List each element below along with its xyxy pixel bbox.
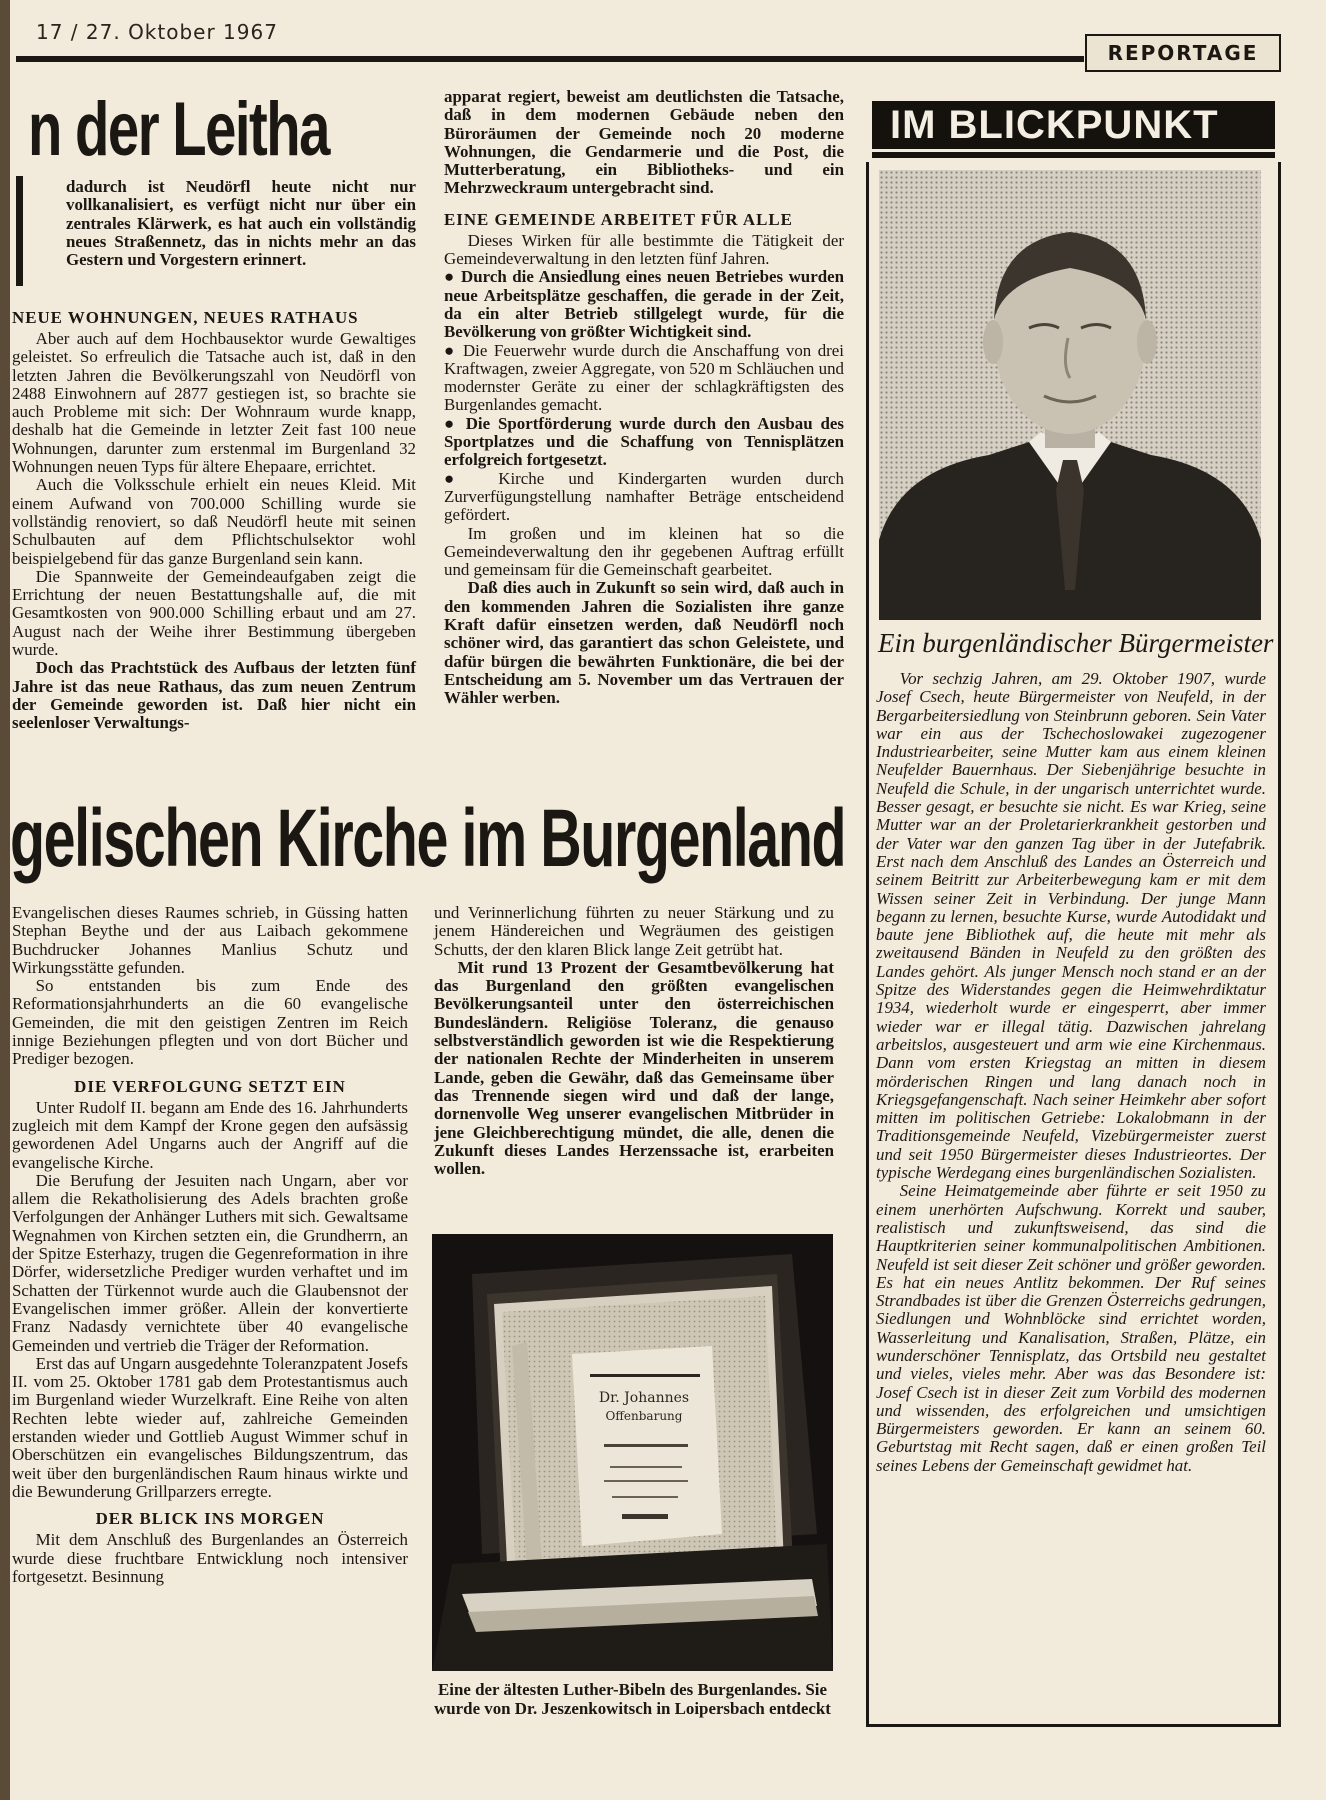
top-article-col1 xyxy=(12,300,416,733)
portrait-photo xyxy=(879,170,1261,620)
section-label: REPORTAGE xyxy=(1085,34,1281,72)
paragraph: Vor sechzig Jahren, am 29. Oktober 1907, wurde Josef Csech, heute Bürgermeister von Neufeld, in der Bergarbeitersiedlung von Steinbrunn geboren. Sein Vater war ein aus der Tschechoslowakei zugezogener Industriearbeiter, seine Mutter kam aus einem kleinen Neufelder Bauernhaus. Der Siebenjährige besuchte in Neufeld die Schule, in der ungarisch unterrichtet wurde. Besser gesagt, er besuchte sie nicht. Es war Krieg, seine Mutter war an der Proletarierkrankheit gestorben und der Vater war den ganzen Tag über in der Jutefabrik. Erst nach dem Anschluß des Landes an Österreich und seinem Beitritt zur Arbeiterbewegung kam er mit dem Wissen seiner Zeit in Verbindung. Der junge Mann begann zu lernen, besuchte Kurse, wurde Autodidakt und baute jene Bibliothek auf, die heute mit mehr als zweitausend Bänden in Neufeld zu den größten des Landes gehört. Als junger Mensch noch stand er an der Spitze des Widerstandes gegen die Heimwehrdiktatur 1934, wiederholt wurde er eingesperrt, aber immer wieder war er illegal tätig. Dazwischen jahrelang arbeitslos, ausgesteuert und arm wie eine Kirchenmaus. Dann vom ersten Kriegstag an mitten in diesem mörderischen Ringen und lang danach noch in Kriegsgefangenschaft. Nach seiner Heimkehr aber sofort mitten im politischen Getriebe: Lokalobmann in der Traditionsgemeinde Neufeld, Vizebürgermeister zuerst und seit 1950 Bürgermeister dieses Industrieortes. Der typische Werdegang eines burgenländischen Sozialisten. xyxy=(876,669,1266,1183)
paragraph: Erst das auf Ungarn ausgedehnte Toleranzpatent Josefs II. vom 25. Oktober 1781 gab dem Protestantismus auch im Burgenland wieder Wurzelkraft. Eine Reihe von alten Rechten lebte wieder auf, zahlreiche Gemeinden erstanden wieder und Gottlieb August Wimmer schuf in Oberschützen ein evangelisches Bildungszentrum, das weit über den burgenländischen Raum hinaus wirkte und die Bewunderung Grillparzers erregte. xyxy=(12,1353,408,1501)
paragraph: Mit rund 13 Prozent der Gesamtbevölkerung hat das Burgenland den größten evangelischen Bevölkerungsanteil unter den österreichischen Bundesländern. Religiöse Toleranz, die genauso selbstverständlich geworden ist wie die Respektierung der nationalen Rechte der Minderheiten in unserem Lande, geben die Gewähr, daß das Gemeinsame über das Trennende siegen wird und daß der lange, dornenvolle Weg unserer evangelischen Mitbrüder in jene Gleichberechtigung mündet, die alle, denen die Zukunft dieses Landes Herzenssache ist, erarbeiten wollen. xyxy=(434,957,834,1179)
paragraph: Seine Heimatgemeinde aber führte er seit 1950 zu einem unerhörten Aufschwung. Korrekt und sauber, realistisch und zukunftsweisend, das sind die Hauptkriterien seiner kommunalpolitischen Ambitionen. Neufeld ist seit dieser Zeit schöner und größer geworden. Es hat ein neues Antlitz bekommen. Der Ruf seines Strandbades ist über die Grenzen Österreichs gedrungen, Siedlungen und Wohnblöcke sind errichtet worden, Wasserleitung und Kanalisation, Straßen, Plätze, ein wunderschöner Tennisplatz, das Ortsbild neu gestaltet und vieles, vieles mehr. Aber was das Besondere ist: Josef Csech ist in dieser Zeit zum Vorbild des modernen und wissenden, des erfolgreichen und umsichtigen Bürgermeisters geworden. Er kann an seinem 60. Geburtstag mit Recht sagen, daß er einen großen Teil seines Lebens der Gemeinschaft gewidmet hat. xyxy=(876,1181,1266,1475)
headline-middle: gelischen Kirche im Burgenland xyxy=(10,793,846,884)
column-rule xyxy=(16,176,23,286)
subheading: DIE VERFOLGUNG SETZT EIN xyxy=(74,1076,346,1096)
subheading: NEUE WOHNUNGEN, NEUES RATHAUS xyxy=(12,308,359,327)
paragraph: Im großen und im kleinen hat so die Gemeindeverwaltung den ihr gegebenen Auftrag erfüllt und gemeinsam für die Gemeinschaft gearbeitet. xyxy=(444,523,844,580)
paragraph: Dieses Wirken für alle bestimmte die Tätigkeit der Gemeindeverwaltung in den letzten fünf Jahren. xyxy=(444,230,844,269)
paragraph: Daß dies auch in Zukunft so sein wird, daß auch in den kommenden Jahren die Sozialisten ihre ganze Kraft dafür einsetzen werden, daß Neudörfl noch schöner wird, das garantiert das schon Geleistete, und dafür bürgen die bewährten Funktionäre, die bei der Entscheidung am 5. November um das Vertrauen der Wähler werben. xyxy=(444,578,844,708)
banner-rule xyxy=(872,152,1275,158)
sidebar-banner: IM BLICKPUNKT xyxy=(872,101,1275,149)
sidebar-text xyxy=(876,670,1266,1475)
bottom-article-col1 xyxy=(12,904,408,1586)
top-article-col2 xyxy=(444,88,844,708)
paragraph: apparat regiert, beweist am deutlichsten die Tatsache, daß in dem modernen Gebäude neben den Büroräumen der Gemeinde noch 20 moderne Wohnungen, die Gendarmerie und die Post, die Mutterberatung, ein Bibliotheks- und ein Mehrzweckraum untergebracht sind. xyxy=(444,87,844,198)
paragraph: Die Spannweite der Gemeindeaufgaben zeigt die Errichtung der neuen Bestattungshalle auf, die mit Gesamtkosten von 900.000 Schilling erbaut und am 27. August nach der Weihe ihrer Bestimmung übergeben wurde. xyxy=(12,566,416,660)
subheading: DER BLICK INS MORGEN xyxy=(95,1509,325,1529)
paragraph: Aber auch auf dem Hochbausektor wurde Gewaltiges geleistet. So erfreulich die Tatsache auch ist, daß in den letzten Jahren die Bevölkerungszahl von Neudörfl von 2488 Einwohnern auf 2877 gestiegen ist, so brachte sie auch Probleme mit sich: Der Wohnraum wurde knapp, deshalb hat die Gemeinde in letzter Zeit fast 100 neue Wohnungen, darunter zum erstenmal im Burgenland 32 Wohnungen neuen Typs für ältere Ehepaare, errichtet. xyxy=(12,329,416,477)
book-title-line: Offenbarung xyxy=(605,1409,683,1423)
page-number-date: 17 / 27. Oktober 1967 xyxy=(36,20,278,44)
paragraph: Mit dem Anschluß des Burgenlandes an Österreich wurde diese fruchtbare Entwicklung noch intensiver fortgesetzt. Besinnung xyxy=(12,1530,408,1586)
portrait-caption: Ein burgenländischer Bürgermeister xyxy=(878,628,1274,658)
headline-top: n der Leitha xyxy=(28,87,329,172)
paragraph: So entstanden bis zum Ende des Reformationsjahrhunderts an die 60 evangelische Gemeinden, die mit den geistigen Zentren im Reich innige Beziehungen pflegten und von dort Bücher und Prediger bezogen. xyxy=(12,976,408,1069)
top-article-intro xyxy=(66,178,416,269)
bible-photo xyxy=(432,1234,833,1671)
book-title-line: Dr. Johannes xyxy=(598,1390,690,1406)
bullet-item: ● Durch die Ansiedlung eines neuen Betriebes wurden neue Arbeitsplätze geschaffen, die gerade in der Zeit, da ein alter Betrieb stillgelegt wurde, für die Bevölkerung von größter Wichtigkeit sind. xyxy=(444,268,844,341)
subheading: EINE GEMEINDE ARBEITET FÜR ALLE xyxy=(444,209,793,229)
paragraph: Unter Rudolf II. begann am Ende des 16. Jahrhunderts zugleich mit dem Kampf der Krone gegen den aufsässig gewordenen Adel Ungarns auch der Angriff auf die evangelische Kirche. xyxy=(12,1097,408,1172)
paragraph: und Verinnerlichung führten zu neuer Stärkung und zu jenem Händereichen und Wegräumen des geistigen Schutts, der den klaren Blick lange Zeit getrübt hat. xyxy=(434,903,834,959)
paragraph: Doch das Prachtstück des Aufbaus der letzten fünf Jahre ist das neue Rathaus, das zum neuen Zentrum der Gemeinde geworden ist. Daß hier nicht ein seelenloser Verwaltungs- xyxy=(12,658,416,733)
bullet-item: ● Die Feuerwehr wurde durch die Anschaffung von drei Kraftwagen, zweier Aggregate, von 520 m Schläuchen und modernster Geräte zu einer der schlagkräftigsten des Burgenlandes gemacht. xyxy=(444,342,844,415)
photo-caption: Eine der ältesten Luther-Bibeln des Burgenlandes. Sie wurde von Dr. Jeszenkowitsch in Loipersbach entdeckt xyxy=(434,1680,831,1718)
paragraph: Auch die Volksschule erhielt ein neues Kleid. Mit einem Aufwand von 700.000 Schilling wurde sie vollständig renoviert, so daß Neudörfl heute mit seinen Schulbauten auf dem Pflichtschulsektor wohl beispielgebend für das ganze Burgenland sein kann. xyxy=(12,475,416,568)
paragraph: Evangelischen dieses Raumes schrieb, in Güssing hatten Stephan Beythe und der aus Laibach gekommene Buchdrucker Johannes Manlius Schutz und Wirkungsstätte gefunden. xyxy=(12,903,408,977)
bullet-item: ● Die Sportförderung wurde durch den Ausbau des Sportplatzes und die Schaffung von Tennisplätzen erfolgreich fortgesetzt. xyxy=(444,415,844,470)
page-edge-strip xyxy=(0,0,10,1800)
paragraph: Die Berufung der Jesuiten nach Ungarn, aber vor allem die Rekatholisierung des Adels brachten große Verfolgungen der Anhänger Luthers mit sich. Gewaltsame Wegnahmen von Kirchen setzten ein, die Grundherrn, an der Spitze Esterhazy, trugen die Gegenreformation in ihre Dörfer, widersetzliche Prediger wurden verhaftet und im Schatten der Türkennot wurde auch die Glaubensnot der Evangelischen immer größer. Allein der konvertierte Franz Nadasdy vernichtete über 40 evangelische Gemeinden und vertrieb die Träger der Reformation. xyxy=(12,1170,408,1355)
bullet-item: ● Kirche und Kindergarten wurden durch Zurverfügungstellung namhafter Beträge entscheidend gefördert. xyxy=(444,470,844,525)
header-rule xyxy=(16,56,1084,62)
bottom-article-col2 xyxy=(434,904,834,1178)
intro-paragraph: dadurch ist Neudörfl heute nicht nur vollkanalisiert, es verfügt nicht nur über ein zentrales Klärwerk, es hat auch ein vollständig neues Straßennetz, das in nichts mehr an das Gestern und Vorgestern erinnert. xyxy=(66,177,416,270)
